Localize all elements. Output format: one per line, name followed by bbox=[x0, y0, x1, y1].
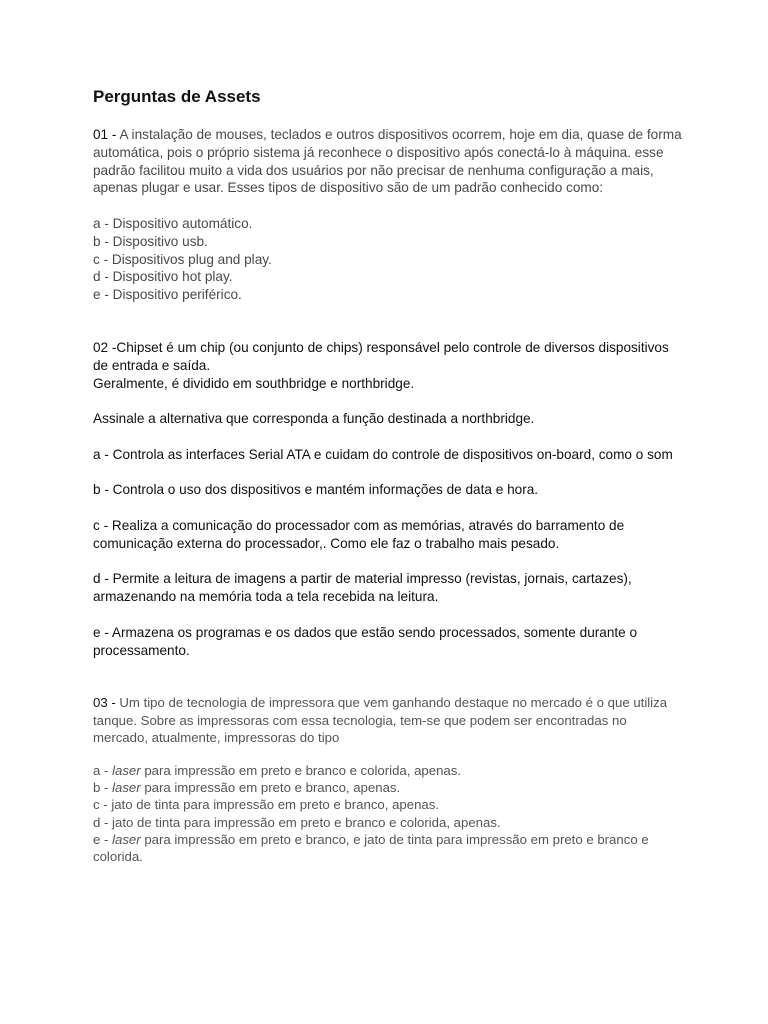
question-2-intro-1: 02 -Chipset é um chip (ou conjunto de chips) responsável pelo controle de diversos dispositivos de entrada e saída. bbox=[93, 339, 669, 373]
option-rest: para impressão em preto e branco, e jato de tinta para impressão em preto e branco e colorida. bbox=[93, 831, 649, 864]
question-1-option-a: a - Dispositivo automático. bbox=[93, 215, 253, 231]
option-rest: para impressão em preto e branco, apenas. bbox=[140, 780, 401, 796]
question-2-option-a: a - Controla as interfaces Serial ATA e cuidam do controle de dispositivos on-board, como o som bbox=[93, 446, 673, 462]
option-prefix: e - bbox=[93, 831, 113, 847]
question-2 bbox=[93, 339, 683, 659]
question-2-option-e: e - Armazena os programas e os dados que estão sendo processados, somente durante o processamento. bbox=[93, 624, 638, 658]
question-3-option-c bbox=[93, 796, 683, 813]
option-prefix: c - jato de tinta para impressão em preto e branco, apenas. bbox=[93, 797, 439, 813]
question-1-option-d: d - Dispositivo hot play. bbox=[93, 269, 233, 285]
option-prefix: d - jato de tinta para impressão em preto e branco e colorida, apenas. bbox=[93, 814, 501, 830]
question-2-intro bbox=[93, 339, 683, 392]
option-prefix: b - bbox=[93, 780, 113, 796]
question-2-option-c: c - Realiza a comunicação do processador com as memórias, através do barramento de comunicação externa do processador,. Como ele faz o trabalho mais pesado. bbox=[93, 517, 625, 551]
question-1-options bbox=[93, 215, 683, 304]
question-1 bbox=[93, 126, 683, 304]
question-3-option-e bbox=[93, 831, 683, 865]
option-italic: laser bbox=[112, 780, 141, 796]
question-2-option-d: d - Permite a leitura de imagens a partir de material impresso (revistas, jornais, cartazes), armazenando na memória toda a tela recebida na leitura. bbox=[93, 571, 632, 605]
document-page bbox=[93, 86, 683, 865]
question-1-option-e: e - Dispositivo periférico. bbox=[93, 287, 242, 303]
question-1-option-b: b - Dispositivo usb. bbox=[93, 233, 208, 249]
question-3-option-b bbox=[93, 779, 683, 796]
question-2-intro-2: Geralmente, é dividido em southbridge e northbridge. bbox=[93, 375, 415, 391]
question-3-option-d bbox=[93, 814, 683, 831]
question-2-option-b: b - Controla o uso dos dispositivos e mantém informações de data e hora. bbox=[93, 482, 539, 498]
option-italic: laser bbox=[112, 762, 141, 778]
question-3-options bbox=[93, 762, 683, 865]
question-3-statement bbox=[93, 694, 683, 746]
question-3-number: 03 - bbox=[93, 695, 116, 711]
question-2-prompt: Assinale a alternativa que corresponda a função destinada a northbridge. bbox=[93, 411, 535, 427]
question-1-text: A instalação de mouses, teclados e outros dispositivos ocorrem, hoje em dia, quase de forma automática, pois o próprio sistema já reconhece o dispositivo após conectá-lo à máquina. esse padrão facilitou muito a vida dos usuários por não precisar de nenhuma configuração a mais, apenas plugar e usar. Esses tipos de dispositivo são de um padrão conhecido como: bbox=[93, 127, 682, 196]
question-1-statement bbox=[93, 126, 683, 197]
question-3-option-a bbox=[93, 762, 683, 779]
question-3 bbox=[93, 694, 683, 865]
option-rest: para impressão em preto e branco e colorida, apenas. bbox=[140, 762, 462, 778]
question-1-option-c: c - Dispositivos plug and play. bbox=[93, 251, 272, 267]
question-3-text: Um tipo de tecnologia de impressora que vem ganhando destaque no mercado é o que utiliza tanque. Sobre as impressoras com essa tecnologia, tem-se que podem ser encontradas no mercado, atualmente, impressoras do tipo bbox=[93, 695, 668, 745]
option-italic: laser bbox=[112, 831, 141, 847]
option-prefix: a - bbox=[93, 762, 113, 778]
page-title: Perguntas de Assets bbox=[93, 87, 261, 106]
question-1-number: 01 - bbox=[93, 127, 117, 142]
